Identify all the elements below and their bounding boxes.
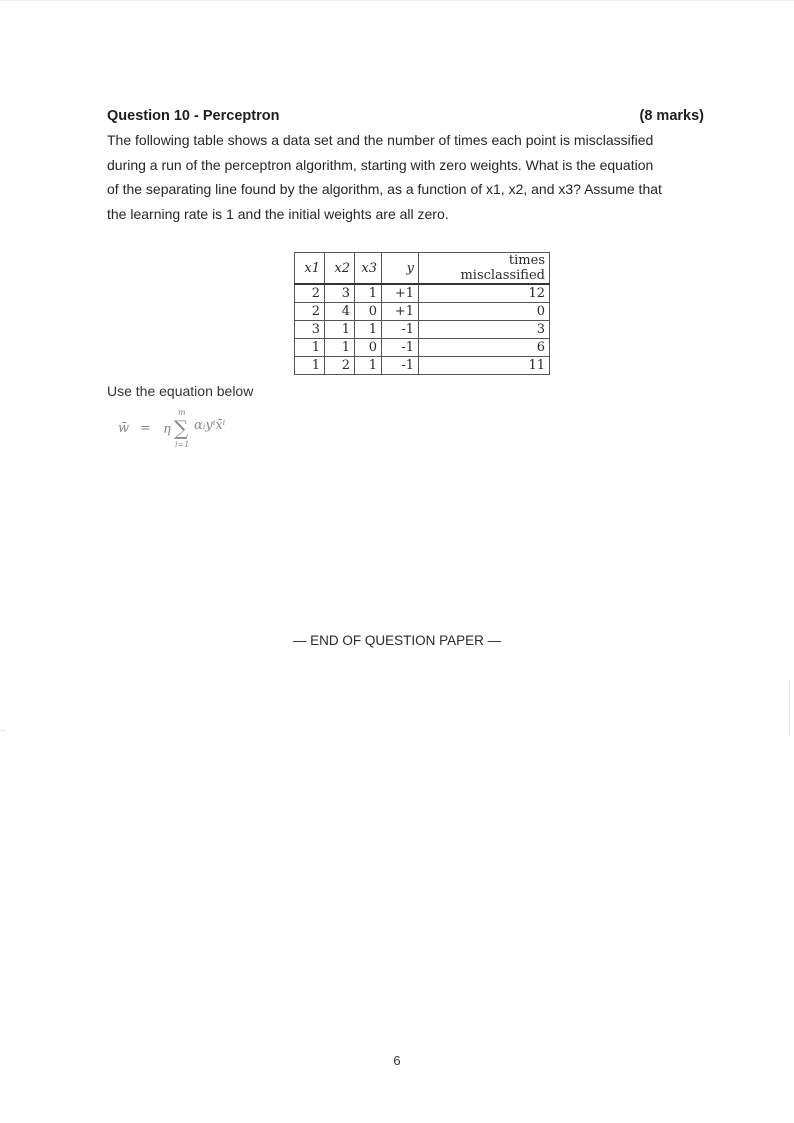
table-header-row: [295, 253, 550, 285]
cell-x1: 2: [295, 303, 325, 321]
header-y: y: [382, 253, 419, 285]
equation-sum-upper: m: [178, 408, 186, 417]
header-x2: x2: [325, 253, 355, 285]
cell-x2: 4: [325, 303, 355, 321]
cell-y: -1: [382, 321, 419, 339]
header-x3: x3: [355, 253, 382, 285]
question-line: during a run of the perceptron algorithm, starting with zero weights. What is the equation: [107, 156, 654, 173]
table-row: [295, 339, 550, 357]
cell-x1: 1: [295, 357, 325, 375]
table-row: [295, 303, 550, 321]
question-line: The following table shows a data set and the number of times each point is misclassified: [107, 132, 654, 148]
question-title: Question 10 - Perceptron: [107, 108, 280, 124]
cell-x3: 1: [355, 357, 382, 375]
cell-x1: 2: [295, 284, 325, 303]
cell-times: 11: [419, 357, 550, 375]
question-line: of the separating line found by the algorithm, as a function of x1, x2, and x3? Assume that: [107, 181, 662, 197]
page-number: 6: [393, 1053, 401, 1068]
cell-x2: 3: [325, 284, 355, 303]
question-header: [107, 108, 704, 130]
cell-x2: 1: [325, 339, 355, 357]
table-row: [295, 321, 550, 339]
equation-lhs: w̄: [118, 421, 130, 436]
scan-mark: [789, 680, 790, 735]
cell-x3: 0: [355, 339, 382, 357]
question-line: the learning rate is 1 and the initial weights are all zero.: [107, 205, 449, 222]
cell-x2: 1: [325, 321, 355, 339]
table-row: [295, 284, 550, 303]
cell-x3: 1: [355, 284, 382, 303]
cell-x2: 2: [325, 357, 355, 375]
header-x1: x1: [295, 253, 325, 285]
cell-times: 0: [419, 303, 550, 321]
equation-equals: =: [140, 421, 151, 436]
weight-equation: [118, 410, 318, 454]
question-marks: (8 marks): [639, 108, 704, 124]
cell-y: +1: [382, 284, 419, 303]
cell-y: -1: [382, 339, 419, 357]
question-body: [107, 128, 707, 226]
equation-sum-symbol: ∑: [174, 416, 189, 440]
table-row: [295, 357, 550, 375]
cell-x1: 1: [295, 339, 325, 357]
cell-times: 12: [419, 284, 550, 303]
end-of-paper-text: — END OF QUESTION PAPER —: [292, 633, 502, 648]
instruction-text: Use the equation below: [107, 383, 254, 399]
header-times-misclassified: times misclassified: [419, 253, 550, 285]
cell-x3: 0: [355, 303, 382, 321]
data-table: [294, 252, 550, 375]
cell-times: 6: [419, 339, 550, 357]
cell-x1: 3: [295, 321, 325, 339]
equation-eta: η: [163, 422, 171, 437]
equation-sum-lower: i=1: [175, 440, 190, 449]
equation-term: αᵢyⁱx̄ⁱ: [194, 418, 226, 433]
cell-y: +1: [382, 303, 419, 321]
cell-y: -1: [382, 357, 419, 375]
scan-mark: [0, 730, 6, 731]
cell-times: 3: [419, 321, 550, 339]
cell-x3: 1: [355, 321, 382, 339]
